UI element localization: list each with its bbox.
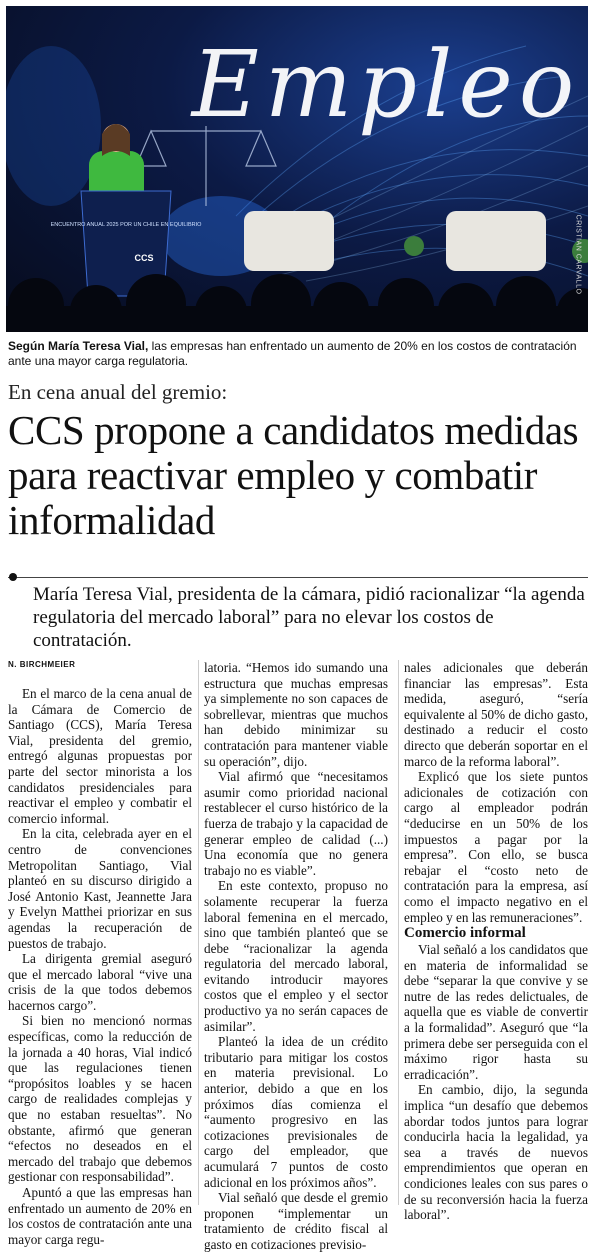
paragraph: Vial señaló a los candidatos que en materia de informalidad se debe “separar la que convive y se nutre de las redes delictuales, de aquella que es viable de convertir a la formalidad”. Aseguró que “la primera debe ser perseguida con el máximo rigor hasta su erradicación”. [404,942,588,1082]
deck: María Teresa Vial, presidenta de la cámara, pidió racionalizar “la agenda regulatoria del mercado laboral” para no elevar los costos de contratación. [33,584,585,651]
subhead: Comercio informal [404,925,526,942]
column-separator [398,660,399,1205]
photo-caption [8,339,586,369]
stage-illustration [6,6,588,332]
paragraph: Planteó la idea de un crédito tributario para mitigar los costos en materia previsional. Lo anterior, debido a que en los próximos días comienza el “aumento progresivo en las cotizaciones previsionales de cargo del empleador, que acumulará 7 puntos de costo adicional en los próximos años”. [204,1034,388,1190]
kicker: En cena anual del gremio: [8,380,228,404]
article-photo [6,6,588,332]
overlay-word-empleo: Empleo [191,31,581,138]
column-1 [8,686,192,1247]
paragraph: En cambio, dijo, la segunda implica “un desafío que debemos abordar todos juntos para lograr conducirla hacia la legalidad, ya sea a través de nuevos emprendimientos que operan en condiciones leales con sus pares o de su reconversión hacia la fuerza laboral”. [404,1082,588,1223]
paragraph: Explicó que los siete puntos adicionales de cotización con cargo al empleador podrán “deducirse en un 50% de los impuestos a pagar por la empresa”. Con ello, se busca rebajar el “costo neto de contratación para la empresa, así como el impacto negativo en el empleo y en las remuneraciones”. [404,769,588,925]
photo-credit: CRISTIAN CARVALLO [574,214,582,295]
column-separator [198,660,199,1205]
paragraph: Apuntó a que las empresas han enfrentado un aumento de 20% en los costos de contratación ante una mayor carga regu- [8,1185,192,1247]
divider-dot [9,573,17,581]
caption-lead: Según María Teresa Vial, [8,339,149,353]
paragraph: nales adicionales que deberán financiar las empresas”. Esta medida, aseguró, “sería equivalente al 50% de dicho gasto, destinado a reducir el costo directo que deberán soportar en el marco de la reforma laboral”. [404,660,588,769]
paragraph: latoria. “Hemos ido sumando una estructura que muchas empresas ya simplemente no son capaces de sobrellevar, mientras que muchos han debido minimizar su contratación para mantener viable su operación”, dijo. [204,660,388,769]
byline: N. BIRCHMEIER [8,660,76,669]
headline: CCS propone a candidatos medidas para reactivar empleo y combatir informalidad [8,407,579,543]
podium-logo: CCS [134,253,154,263]
column-2 [204,660,388,1253]
podium-text: ENCUENTRO ANUAL 2025 POR UN CHILE EN EQUILIBRIO [50,222,202,228]
divider-rule [8,577,588,578]
paragraph: La dirigenta gremial aseguró que el mercado laboral “vive una crisis de la que todos debemos hacernos cargo”. [8,951,192,1013]
caption-text: las empresas han enfrentado un aumento de 20% en los costos de contratación ante una mayor carga regulatoria. [8,339,577,368]
paragraph: En el marco de la cena anual de la Cámara de Comercio de Santiago (CCS), María Teresa Vial, presidenta del gremio, entregó algunas propuestas por parte del sector minorista a los candidatos presidenciales para reactivar el empleo y combatir el comercio informal. [8,686,192,826]
column-3 [404,660,588,1223]
paragraph: En este contexto, propuso no solamente recuperar la fuerza laboral femenina en el mercado, sino que también planteó que se debe “racionalizar la agenda regulatoria del mercado laboral, evitando introducir mayores costos que el empleo y el sector productivo ya no serán capaces de asimilar”. [204,878,388,1034]
paragraph: Vial afirmó que “necesitamos asumir como prioridad nacional restablecer el curso histórico de la fuerza de trabajo y la capacidad de generar empleo de calidad (...) Una economía que no genera trabajo no es viable”. [204,769,388,878]
paragraph: En la cita, celebrada ayer en el centro de convenciones Metropolitan Santiago, Vial planteó en su discurso dirigido a José Antonio Kast, Jeannette Jara y Evelyn Matthei priorizar en sus agendas la recuperación de puestos de trabajo. [8,826,192,951]
paragraph: Vial señaló que desde el gremio proponen “implementar un tratamiento de crédito fiscal al gasto en cotizaciones previsio- [204,1190,388,1252]
paragraph: Si bien no mencionó normas específicas, como la reducción de la jornada a 40 horas, Vial indicó que las regulaciones tienen “propósitos loables y se hacen cargo de realidades complejas y que no estaban resueltas”. No obstante, afirmó que generan “efectos no deseados en el mercado del trabajo que debemos gestionar con responsabilidad”. [8,1013,192,1185]
